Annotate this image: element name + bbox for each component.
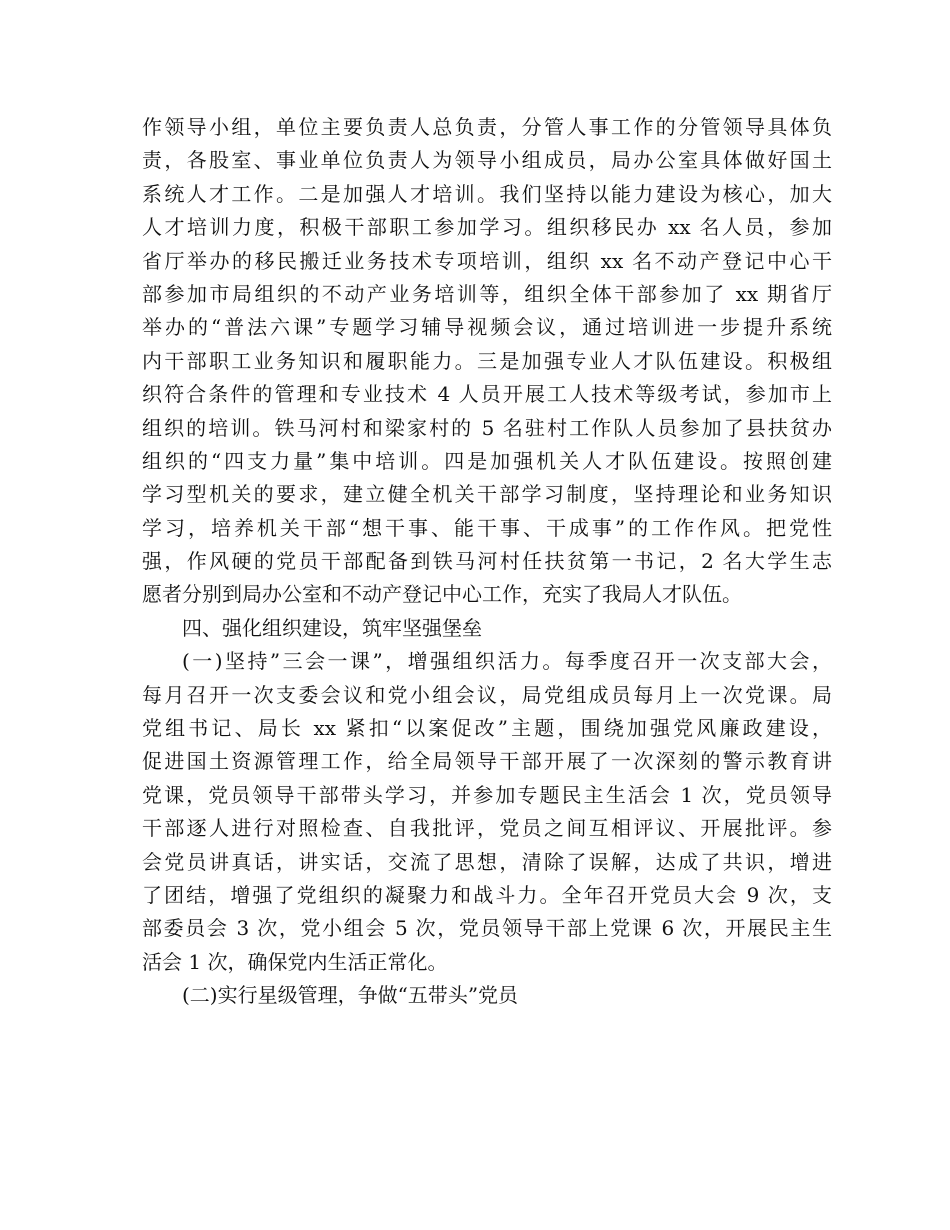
text-line: 系统人才工作。二是加强人才培训。我们坚持以能力建设为核心，加大 bbox=[142, 181, 832, 206]
text-line: 部参加市局组织的不动产业务培训等，组织全体干部参加了 xx 期省厅 bbox=[142, 281, 832, 306]
text-line: 促进国土资源管理工作，给全局领导干部开展了一次深刻的警示教育讲 bbox=[142, 749, 832, 774]
text-line: 学习，培养机关干部“想干事、能干事、干成事”的工作作风。把党性 bbox=[142, 515, 832, 540]
text-line: 党组书记、局长 xx 紧扣“以案促改”主题，围绕加强党风廉政建设， bbox=[142, 716, 832, 741]
text-line: 会党员讲真话，讲实话，交流了思想，清除了误解，达成了共识，增进 bbox=[142, 849, 832, 874]
text-line: 愿者分别到局办公室和不动产登记中心工作，充实了我局人才队伍。 bbox=[142, 582, 742, 607]
text-line: 学习型机关的要求，建立健全机关干部学习制度，坚持理论和业务知识 bbox=[142, 482, 832, 507]
text-line: 部委员会 3 次，党小组会 5 次，党员领导干部上党课 6 次，开展民主生 bbox=[142, 916, 832, 941]
text-line: (二)实行星级管理，争做“五带头”党员 bbox=[182, 983, 519, 1008]
text-line: 每月召开一次支委会议和党小组会议，局党组成员每月上一次党课。局 bbox=[142, 682, 832, 707]
text-line: 活会 1 次，确保党内生活正常化。 bbox=[142, 949, 448, 974]
text-line: (一)坚持”三会一课”，增强组织活力。每季度召开一次支部大会， bbox=[182, 649, 832, 674]
text-line: 作领导小组，单位主要负责人总负责，分管人事工作的分管领导具体负 bbox=[142, 115, 832, 139]
text-line: 四、强化组织建设，筑牢坚强堡垒 bbox=[182, 615, 482, 640]
text-line: 举办的“普法六课”专题学习辅导视频会议，通过培训进一步提升系统 bbox=[142, 315, 832, 340]
text-line: 人才培训力度，积极干部职工参加学习。组织移民办 xx 名人员，参加 bbox=[142, 215, 832, 240]
text-line: 织符合条件的管理和专业技术 4 人员开展工人技术等级考试，参加市上 bbox=[142, 382, 832, 407]
text-line: 党课，党员领导干部带头学习，并参加专题民主生活会 1 次，党员领导 bbox=[142, 782, 832, 807]
text-line: 责，各股室、事业单位负责人为领导小组成员，局办公室具体做好国土 bbox=[142, 148, 832, 173]
text-line: 内干部职工业务知识和履职能力。三是加强专业人才队伍建设。积极组 bbox=[142, 348, 832, 373]
text-line: 干部逐人进行对照检查、自我批评，党员之间互相评议、开展批评。参 bbox=[142, 816, 832, 841]
text-line: 组织的培训。铁马河村和梁家村的 5 名驻村工作队人员参加了县扶贫办 bbox=[142, 415, 832, 440]
document-body bbox=[142, 111, 832, 1013]
text-line: 省厅举办的移民搬迁业务技术专项培训，组织 xx 名不动产登记中心干 bbox=[142, 248, 832, 273]
text-line: 组织的“四支力量”集中培训。四是加强机关人才队伍建设。按照创建 bbox=[142, 448, 832, 473]
text-line: 了团结，增强了党组织的凝聚力和战斗力。全年召开党员大会 9 次，支 bbox=[142, 882, 832, 907]
text-line: 强，作风硬的党员干部配备到铁马河村任扶贫第一书记，2 名大学生志 bbox=[142, 549, 832, 574]
